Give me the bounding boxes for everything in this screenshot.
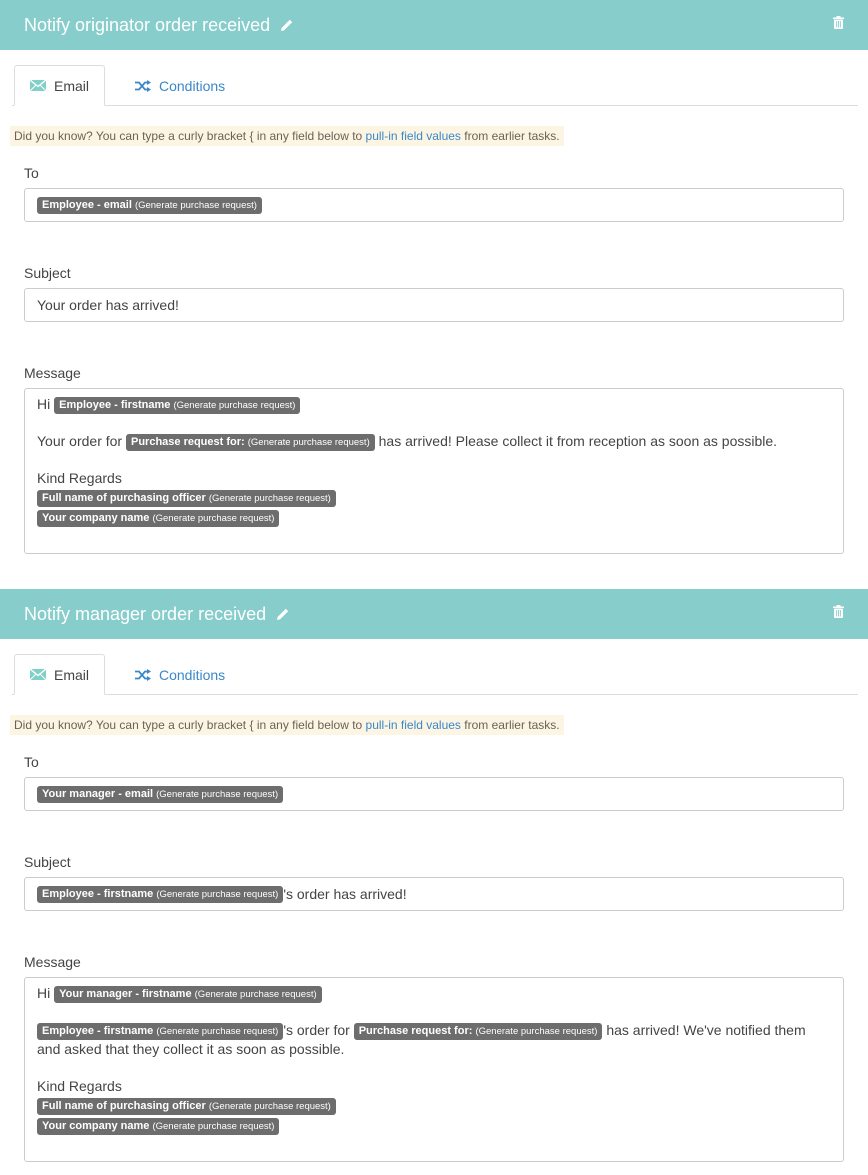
to-label: To <box>24 165 39 181</box>
token-source: (Generate purchase request) <box>173 399 296 411</box>
token-source: (Generate purchase request) <box>194 988 317 1000</box>
message-field[interactable] <box>24 977 844 1162</box>
spacer <box>37 1003 831 1021</box>
token-source: (Generate purchase request) <box>134 199 257 211</box>
token-label: Purchase request for: <box>130 435 245 448</box>
hint-prefix: Did you know? You can type a curly bracket { in any field below to <box>14 129 366 143</box>
task-header <box>0 589 868 639</box>
tab-email-label: Email <box>54 666 90 683</box>
field-token[interactable] <box>37 886 283 903</box>
token-source: (Generate purchase request) <box>208 1100 331 1112</box>
subject-label: Subject <box>24 265 71 281</box>
message-text: Hi <box>37 985 51 1001</box>
subject-text: Your order has arrived! <box>37 297 179 313</box>
to-field[interactable] <box>24 188 844 222</box>
token-label: Employee - firstname <box>59 398 171 411</box>
tab-email-label: Email <box>54 77 90 94</box>
pencil-icon[interactable] <box>276 607 290 621</box>
token-source: (Generate purchase request) <box>156 1025 279 1037</box>
tab-conditions-label: Conditions <box>159 666 226 683</box>
spacer <box>37 1059 831 1077</box>
subject-field[interactable] <box>24 288 844 322</box>
token-label: Employee - firstname <box>42 1024 154 1037</box>
message-label: Message <box>24 954 81 970</box>
task-title: Notify originator order received <box>24 14 271 35</box>
tab-bar <box>12 66 858 106</box>
token-source: (Generate purchase request) <box>156 788 279 800</box>
message-line <box>37 984 831 1003</box>
trash-icon[interactable] <box>833 16 844 29</box>
spacer <box>0 222 868 251</box>
token-source: (Generate purchase request) <box>247 436 370 448</box>
field-token[interactable] <box>54 397 300 414</box>
hint-banner <box>10 126 564 146</box>
message-field[interactable] <box>24 388 844 554</box>
token-label: Your company name <box>42 1119 150 1132</box>
message-text: 's order for <box>283 1022 350 1038</box>
pull-in-link[interactable]: pull-in field values <box>365 129 461 143</box>
token-source: (Generate purchase request) <box>156 888 279 900</box>
message-line <box>37 1021 831 1059</box>
trash-icon[interactable] <box>833 605 844 618</box>
tab-conditions-label: Conditions <box>159 77 226 94</box>
task-header <box>0 0 868 50</box>
message-text: has arrived! We've notified them and asked that they collect it as soon as possible. <box>37 1022 806 1057</box>
tab-email[interactable] <box>14 654 105 695</box>
task-title: Notify manager order received <box>24 603 267 624</box>
spacer <box>0 554 868 589</box>
token-source: (Generate purchase request) <box>208 492 331 504</box>
message-text: Hi <box>37 396 51 412</box>
token-source: (Generate purchase request) <box>152 1120 275 1132</box>
message-line <box>37 1116 831 1135</box>
envelope-icon <box>30 669 46 680</box>
hint-suffix: from earlier tasks. <box>460 718 560 732</box>
field-token[interactable] <box>37 1118 279 1135</box>
field-token[interactable] <box>37 510 279 527</box>
subject-text: 's order has arrived! <box>283 886 407 902</box>
field-token[interactable] <box>37 1023 283 1040</box>
message-line: Kind Regards <box>37 1078 122 1094</box>
subject-field[interactable] <box>24 877 844 911</box>
token-label: Full name of purchasing officer <box>42 491 206 504</box>
spacer <box>0 911 868 940</box>
message-line <box>37 508 831 527</box>
tab-email[interactable] <box>14 65 105 106</box>
field-token[interactable] <box>54 986 322 1003</box>
token-label: Purchase request for: <box>358 1024 473 1037</box>
token-label: Employee - email <box>42 198 132 211</box>
token-label: Your manager - email <box>42 787 154 800</box>
spacer <box>0 811 868 840</box>
hint-banner <box>10 715 564 735</box>
message-line <box>37 488 831 507</box>
token-source: (Generate purchase request) <box>475 1025 598 1037</box>
hint-suffix: from earlier tasks. <box>460 129 560 143</box>
hint-prefix: Did you know? You can type a curly bracket { in any field below to <box>14 718 366 732</box>
token-label: Employee - firstname <box>42 887 154 900</box>
token-label: Full name of purchasing officer <box>42 1099 206 1112</box>
message-line <box>37 1096 831 1115</box>
spacer <box>37 414 831 432</box>
token-source: (Generate purchase request) <box>152 512 275 524</box>
field-token[interactable] <box>37 490 336 507</box>
message-line: Kind Regards <box>37 470 122 486</box>
field-token[interactable] <box>37 1098 336 1115</box>
field-token[interactable] <box>126 434 375 451</box>
message-label: Message <box>24 365 81 381</box>
pull-in-link[interactable]: pull-in field values <box>365 718 461 732</box>
field-token[interactable] <box>354 1023 603 1040</box>
message-text: has arrived! Please collect it from reception as soon as possible. <box>378 433 778 449</box>
tab-conditions[interactable] <box>120 654 240 695</box>
to-label: To <box>24 754 39 770</box>
field-token[interactable] <box>37 197 262 214</box>
subject-label: Subject <box>24 854 71 870</box>
tab-bar <box>12 655 858 695</box>
message-line <box>37 432 831 451</box>
spacer <box>37 451 831 469</box>
shuffle-icon <box>135 80 151 92</box>
tab-conditions[interactable] <box>120 65 240 106</box>
message-text: Your order for <box>37 433 123 449</box>
token-label: Your manager - firstname <box>59 987 192 1000</box>
token-label: Your company name <box>42 511 150 524</box>
pencil-icon[interactable] <box>280 18 294 32</box>
field-token[interactable] <box>37 786 283 803</box>
to-field[interactable] <box>24 777 844 811</box>
spacer <box>0 322 868 351</box>
envelope-icon <box>30 80 46 91</box>
message-line <box>37 395 831 414</box>
shuffle-icon <box>135 669 151 681</box>
